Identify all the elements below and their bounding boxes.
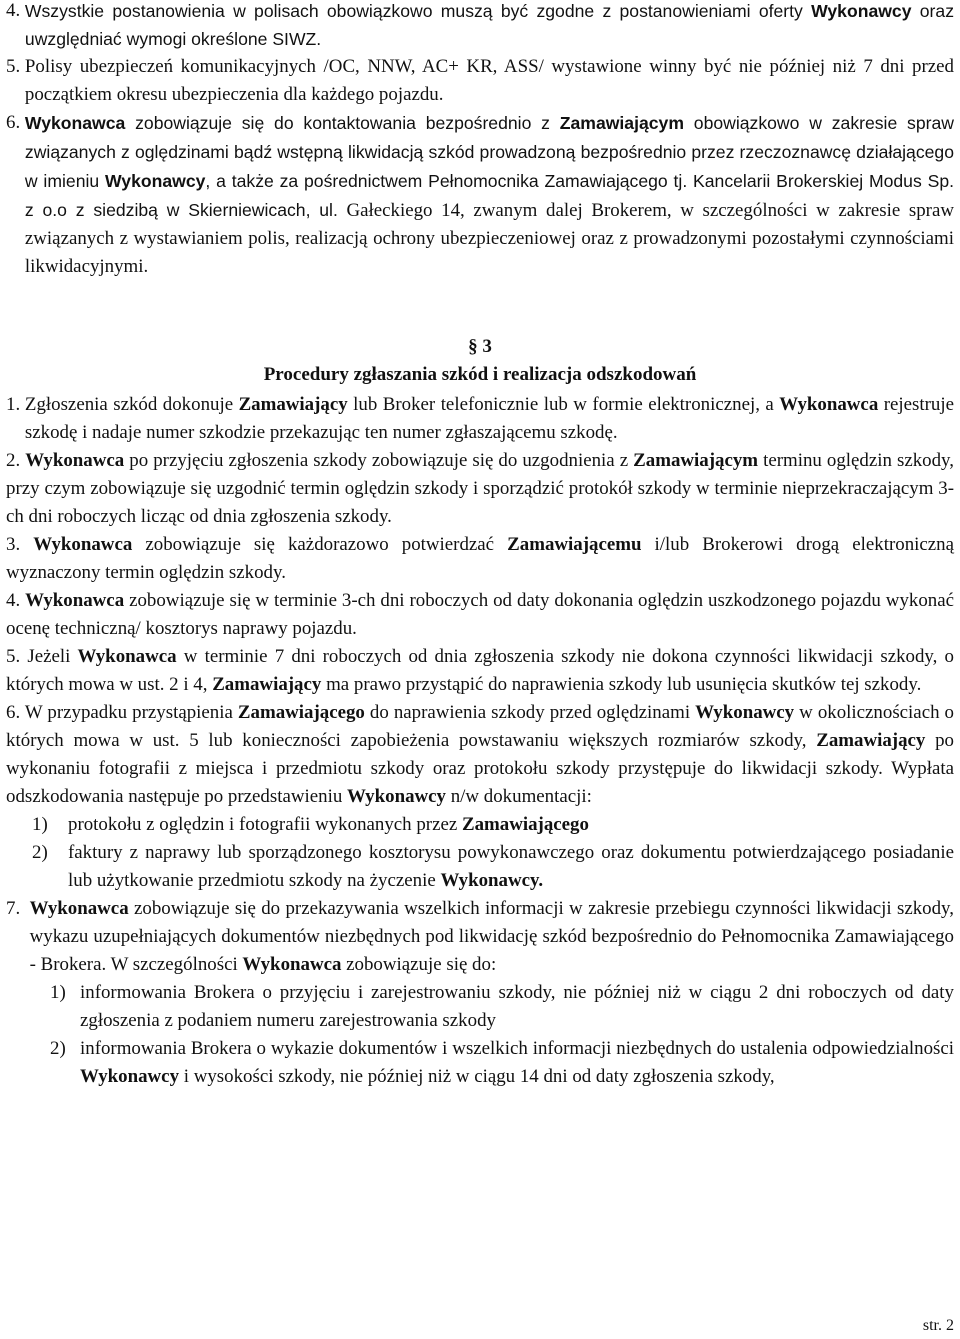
item-number: 4. [6,590,21,611]
section-title: Procedury zgłaszania szkód i realizacja odszkodowań [263,364,697,385]
item-body: Zgłoszenia szkód dokonuje Zamawiający lub Broker telefonicznie lub w formie elektronicznej, a Wykonawca rejestruje szkodę i nadaje numer szkodzie przekazując ten numer zgłaszającemu szkodę. [24,394,955,443]
item-number: 2. [6,450,21,471]
subitem-body: informowania Brokera o wykazie dokumentów i wszelkich informacji niezbędnych do ustalenia odpowiedzialności Wykonawcy i wysokości szkody, nie później niż w ciągu 14 dni od daty zgłoszenia szkody, [80,1038,954,1087]
page-number: str. 2 [922,1317,954,1334]
item-number: 6. [6,702,21,723]
subitem-body: protokołu z oględzin i fotografii wykonanych przez Zamawiającego [68,814,589,835]
item-7 [6,895,954,979]
subitem-body: faktury z naprawy lub sporządzonego kosztorysu powykonawczego oraz dokumentu potwierdzającego posiadanie lub użytkowanie przedmiotu szkody na życzenie Wykonawcy. [68,842,954,891]
paragraph-number: 5. [6,56,21,77]
item-5: 5. Jeżeli Wykonawca w terminie 7 dni roboczych od dnia zgłoszenia szkody nie dokona czynności likwidacji szkody, o których mowa w ust. 2 i 4, Zamawiający ma prawo przystąpić do naprawienia szkody lub usunięcia skutków tej szkody. [6,646,954,695]
section-number: § 3 [468,336,492,357]
subitem-number: 2) [32,842,48,863]
paragraph-body: Wszystkie postanowienia w polisach obowiązkowo muszą być zgodne z postanowieniami oferty Wykonawcy oraz uwzględniać wymogi określone SIWZ. [24,1,954,49]
subitem-body: informowania Brokera o przyjęciu i zarejestrowaniu szkody, nie później niż w ciągu 2 dni roboczych od daty zgłoszenia z podaniem numeru zarejestrowania szkody [80,982,954,1031]
item-number: 5. [6,646,21,667]
paragraph-body: Wykonawca zobowiązuje się do kontaktowania bezpośrednio z Zamawiającym obowiązkowo w zakresie spraw związanych z oględzinami bądź wstępną likwidacją szkód prowadzoną bezpośrednio przez rzeczoznawcę działającego w imieniu Wykonawcy, a także za pośrednictwem Pełnomocnika Zamawiającego tj. Kancelarii Brokerskiej Modus Sp. z o.o z siedzibą w Skierniewicach, ul. Gałeckiego 14, zwanym dalej Brokerem, w szczególności w zakresie spraw związanych z wystawianiem polis, realizacją ochrony ubezpieczeniowej oraz z prowadzonymi pozostałymi czynnościami likwidacyjnymi. [24,113,954,277]
item-7-subitem-1 [6,979,954,1035]
item-6-subitem-1 [6,811,954,839]
paragraph-number: 4. [6,0,21,21]
item-number: 1. [6,394,21,415]
subitem-number: 1) [32,814,48,835]
subitem-number: 1) [50,982,66,1003]
item-7-subitem-2 [6,1035,954,1091]
paragraph-6 [6,109,954,281]
item-body: Wykonawca zobowiązuje się do przekazywania wszelkich informacji w zakresie przebiegu czynności likwidacji szkody, wykazu uzupełniających dokumentów niezbędnych pod likwidację szkód bezpośrednio do Pełnomocnika Zamawiającego - Brokera. W szczególności Wykonawca zobowiązuje się do: [29,898,954,975]
item-6: 6. W przypadku przystąpienia Zamawiającego do naprawienia szkody przed oględzinami Wykonawcy w okolicznościach o których mowa w ust. 5 lub konieczności zapobieżenia powstawaniu większych rozmiarów szkody, Zamawiający po wykonaniu fotografii z miejsca i przedmiotu szkody oraz protokołu szkody przystępuje do likwidacji szkody. Wypłata odszkodowania następuje po przedstawieniu Wykonawcy n/w dokumentacji: [6,702,954,807]
subitem-number: 2) [50,1038,66,1059]
item-2: 2. Wykonawca po przyjęciu zgłoszenia szkody zobowiązuje się do uzgodnienia z Zamawiającym terminu oględzin szkody, przy czym zobowiązuje się uzgodnić termin oględzin szkody i sporządzić protokół szkody w terminie nieprzekraczającym 3-ch dni roboczych licząc od dnia zgłoszenia szkody. [6,450,954,527]
paragraph-body: Polisy ubezpieczeń komunikacyjnych /OC, NNW, AC+ KR, ASS/ wystawione winny być nie później niż 7 dni przed początkiem okresu ubezpieczenia dla każdego pojazdu. [24,56,954,105]
item-number: 7. [6,898,21,919]
item-number: 3. [6,534,21,555]
item-1 [6,391,954,447]
item-3: 3. Wykonawca zobowiązuje się każdorazowo potwierdzać Zamawiającemu i/lub Brokerowi drogą elektroniczną wyznaczony termin oględzin szkody. [6,534,954,583]
paragraph-number: 6. [6,112,21,133]
paragraph-4 [6,0,954,53]
item-6-subitem-2 [6,839,954,895]
paragraph-5 [6,53,954,109]
item-4: 4. Wykonawca zobowiązuje się w terminie 3-ch dni roboczych od daty dokonania oględzin uszkodzonego pojazdu wykonać ocenę techniczną/ kosztorys naprawy pojazdu. [6,590,954,639]
